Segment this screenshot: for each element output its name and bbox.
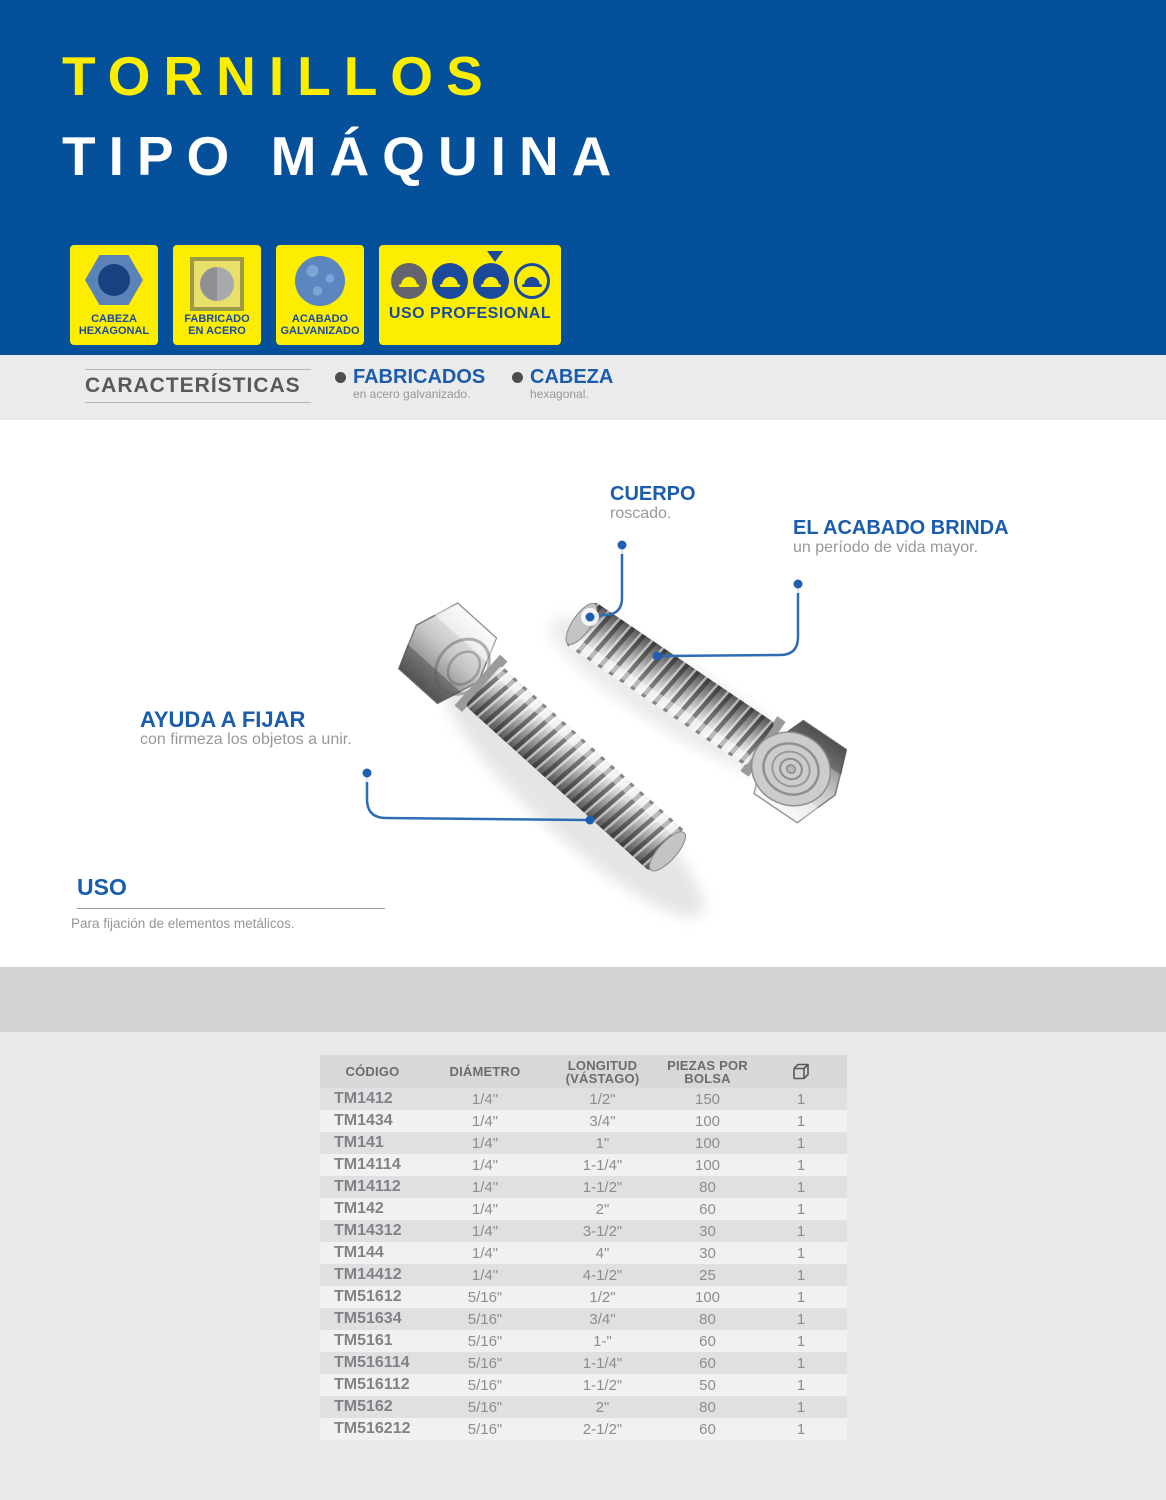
level-pointer bbox=[393, 249, 547, 263]
badge-uso-profesional bbox=[379, 245, 561, 345]
table-cell: 60 bbox=[699, 1354, 716, 1372]
callout-title: CUERPO bbox=[610, 483, 696, 505]
table-cell: 1 bbox=[796, 1244, 806, 1262]
bullet-icon bbox=[335, 372, 346, 383]
badge-cabeza-hexagonal bbox=[70, 245, 158, 345]
table-cell: 2" bbox=[595, 1398, 610, 1416]
table-cell: 1/4" bbox=[471, 1112, 499, 1130]
table-cell: 5/16" bbox=[467, 1354, 503, 1372]
cell-codigo: TM14412 bbox=[334, 1266, 402, 1283]
cell-codigo: TM516114 bbox=[334, 1354, 410, 1371]
table-cell: 1 bbox=[796, 1310, 806, 1328]
callout-ayuda bbox=[140, 708, 352, 749]
table-cell: 5/16" bbox=[467, 1332, 503, 1350]
table-cell: 1/4" bbox=[471, 1156, 499, 1174]
callout-acabado bbox=[793, 518, 1009, 557]
table-cell: 80 bbox=[699, 1398, 716, 1416]
spec-table-body bbox=[320, 1088, 847, 1440]
table-cell: 1 bbox=[796, 1332, 806, 1350]
uso-heading: USO bbox=[77, 874, 127, 900]
column-header-longitud: LONGITUD (VÁSTAGO) bbox=[565, 1057, 640, 1086]
table-cell: 1 bbox=[796, 1090, 806, 1108]
table-row bbox=[320, 1176, 847, 1198]
table-cell: 1-" bbox=[593, 1332, 612, 1350]
table-cell: 100 bbox=[694, 1288, 721, 1306]
badge-label: CABEZA HEXAGONAL bbox=[78, 313, 150, 337]
table-cell: 1 bbox=[796, 1266, 806, 1284]
table-cell: 1-1/2" bbox=[582, 1178, 623, 1196]
feature-badges bbox=[70, 245, 561, 345]
table-cell: 1 bbox=[796, 1178, 806, 1196]
feature-title: FABRICADOS bbox=[353, 366, 486, 388]
table-cell: 5/16" bbox=[467, 1288, 503, 1306]
table-cell: 1 bbox=[796, 1200, 806, 1218]
table-cell: 4" bbox=[595, 1244, 610, 1262]
column-header-piezas: PIEZAS POR BOLSA bbox=[667, 1057, 748, 1086]
cell-codigo: TM144 bbox=[334, 1244, 384, 1261]
cell-codigo: TM141 bbox=[334, 1134, 384, 1151]
cell-codigo: TM1434 bbox=[334, 1112, 393, 1129]
cell-codigo: TM1412 bbox=[334, 1090, 393, 1107]
badge-label: USO PROFESIONAL bbox=[388, 305, 552, 322]
table-row bbox=[320, 1374, 847, 1396]
callout-body: un período de vida mayor. bbox=[793, 539, 979, 556]
cell-codigo: TM51612 bbox=[334, 1288, 402, 1305]
table-cell: 100 bbox=[694, 1112, 721, 1130]
table-cell: 1 bbox=[796, 1222, 806, 1240]
cell-codigo: TM516112 bbox=[334, 1376, 410, 1393]
table-cell: 2" bbox=[595, 1200, 610, 1218]
feature-item-fabricados bbox=[335, 367, 485, 401]
table-cell: 1/4" bbox=[471, 1244, 499, 1262]
page-title-line1: TORNILLOS bbox=[62, 45, 496, 107]
table-row bbox=[320, 1418, 847, 1440]
table-row bbox=[320, 1396, 847, 1418]
callout-cuerpo bbox=[610, 484, 696, 522]
hard-hat-icon bbox=[391, 263, 427, 299]
table-row bbox=[320, 1110, 847, 1132]
callout-title: AYUDA A FIJAR bbox=[140, 707, 306, 732]
table-cell: 1/4" bbox=[471, 1200, 499, 1218]
cell-codigo: TM14112 bbox=[334, 1178, 401, 1195]
badge-label: FABRICADO EN ACERO bbox=[184, 313, 250, 337]
hard-hat-icons bbox=[391, 263, 550, 299]
table-cell: 1/4" bbox=[471, 1178, 499, 1196]
table-row bbox=[320, 1198, 847, 1220]
table-cell: 100 bbox=[694, 1134, 721, 1152]
table-cell: 1-1/4" bbox=[582, 1354, 623, 1372]
steel-square-icon bbox=[190, 257, 244, 311]
feature-item-cabeza bbox=[512, 367, 613, 401]
table-cell: 1 bbox=[796, 1134, 806, 1152]
table-cell: 150 bbox=[694, 1090, 721, 1108]
hexagon-icon bbox=[85, 255, 143, 305]
table-cell: 100 bbox=[694, 1156, 721, 1174]
box-icon bbox=[755, 1062, 847, 1082]
header-banner bbox=[0, 0, 1166, 355]
table-cell: 1" bbox=[595, 1134, 610, 1152]
table-cell: 1 bbox=[796, 1112, 806, 1130]
callout-body: con firmeza los objetos a unir. bbox=[140, 731, 352, 748]
table-cell: 4-1/2" bbox=[582, 1266, 623, 1284]
table-cell: 1/2" bbox=[589, 1090, 616, 1108]
badge-label: ACABADO GALVANIZADO bbox=[280, 313, 360, 337]
spec-table bbox=[320, 1055, 847, 1440]
table-cell: 3/4" bbox=[589, 1310, 616, 1328]
table-cell: 1 bbox=[796, 1354, 806, 1372]
table-cell: 80 bbox=[699, 1178, 716, 1196]
table-cell: 5/16" bbox=[467, 1310, 503, 1328]
badge-fabricado-en-acero bbox=[173, 245, 261, 345]
feature-subtitle: hexagonal. bbox=[530, 387, 589, 401]
table-cell: 1 bbox=[796, 1420, 806, 1438]
features-band bbox=[0, 355, 1166, 420]
cell-codigo: TM14312 bbox=[334, 1222, 402, 1239]
features-heading: CARACTERÍSTICAS bbox=[85, 369, 311, 403]
table-row bbox=[320, 1286, 847, 1308]
column-header-diametro: DIÁMETRO bbox=[449, 1064, 521, 1079]
badge-acabado-galvanizado bbox=[276, 245, 364, 345]
table-cell: 30 bbox=[699, 1244, 716, 1262]
page-title-line2: TIPO MÁQUINA bbox=[62, 125, 625, 187]
feature-title: CABEZA bbox=[530, 366, 614, 388]
table-row bbox=[320, 1088, 847, 1110]
table-cell: 5/16" bbox=[467, 1420, 503, 1438]
hard-hat-icon bbox=[473, 263, 509, 299]
bolt-left bbox=[387, 593, 704, 891]
table-header-row bbox=[320, 1055, 847, 1088]
gray-divider-band bbox=[0, 967, 1166, 1032]
table-cell: 3/4" bbox=[589, 1112, 616, 1130]
cell-codigo: TM51634 bbox=[334, 1310, 402, 1327]
table-cell: 1/4" bbox=[471, 1222, 499, 1240]
table-cell: 1-1/2" bbox=[582, 1376, 623, 1394]
table-cell: 5/16" bbox=[467, 1376, 503, 1394]
uso-body: Para fijación de elementos metálicos. bbox=[71, 916, 295, 931]
table-cell: 60 bbox=[699, 1200, 716, 1218]
table-cell: 1/2" bbox=[589, 1288, 616, 1306]
galvanized-circle-icon bbox=[295, 256, 345, 306]
table-cell: 60 bbox=[699, 1420, 716, 1438]
table-cell: 2-1/2" bbox=[582, 1420, 623, 1438]
column-header-codigo: CÓDIGO bbox=[345, 1064, 400, 1079]
cell-codigo: TM5161 bbox=[334, 1332, 393, 1349]
table-cell: 80 bbox=[699, 1310, 716, 1328]
cell-codigo: TM14114 bbox=[334, 1156, 401, 1173]
table-cell: 3-1/2" bbox=[582, 1222, 623, 1240]
table-cell: 1 bbox=[796, 1398, 806, 1416]
uso-underline bbox=[77, 908, 385, 909]
cell-codigo: TM142 bbox=[334, 1200, 384, 1217]
table-row bbox=[320, 1264, 847, 1286]
hard-hat-icon bbox=[514, 263, 550, 299]
table-cell: 50 bbox=[699, 1376, 716, 1394]
table-row bbox=[320, 1352, 847, 1374]
table-row bbox=[320, 1308, 847, 1330]
table-cell: 25 bbox=[699, 1266, 716, 1284]
table-cell: 60 bbox=[699, 1332, 716, 1350]
table-cell: 30 bbox=[699, 1222, 716, 1240]
feature-subtitle: en acero galvanizado. bbox=[353, 387, 471, 401]
hard-hat-icon bbox=[432, 263, 468, 299]
callout-title: EL ACABADO BRINDA bbox=[793, 517, 1009, 539]
triangle-down-icon bbox=[487, 251, 503, 262]
table-row bbox=[320, 1330, 847, 1352]
bullet-icon bbox=[512, 372, 523, 383]
table-cell: 5/16" bbox=[467, 1398, 503, 1416]
table-cell: 1-1/4" bbox=[582, 1156, 623, 1174]
table-cell: 1/4" bbox=[471, 1090, 499, 1108]
table-row bbox=[320, 1242, 847, 1264]
bolts-photo bbox=[0, 420, 1166, 967]
table-cell: 1 bbox=[796, 1288, 806, 1306]
cell-codigo: TM516212 bbox=[334, 1420, 411, 1437]
cell-codigo: TM5162 bbox=[334, 1398, 393, 1415]
table-row bbox=[320, 1154, 847, 1176]
callout-body: roscado. bbox=[610, 505, 672, 522]
table-cell: 1/4" bbox=[471, 1134, 499, 1152]
table-cell: 1/4" bbox=[471, 1266, 499, 1284]
table-cell: 1 bbox=[796, 1156, 806, 1174]
table-row bbox=[320, 1132, 847, 1154]
table-cell: 1 bbox=[796, 1376, 806, 1394]
table-row bbox=[320, 1220, 847, 1242]
